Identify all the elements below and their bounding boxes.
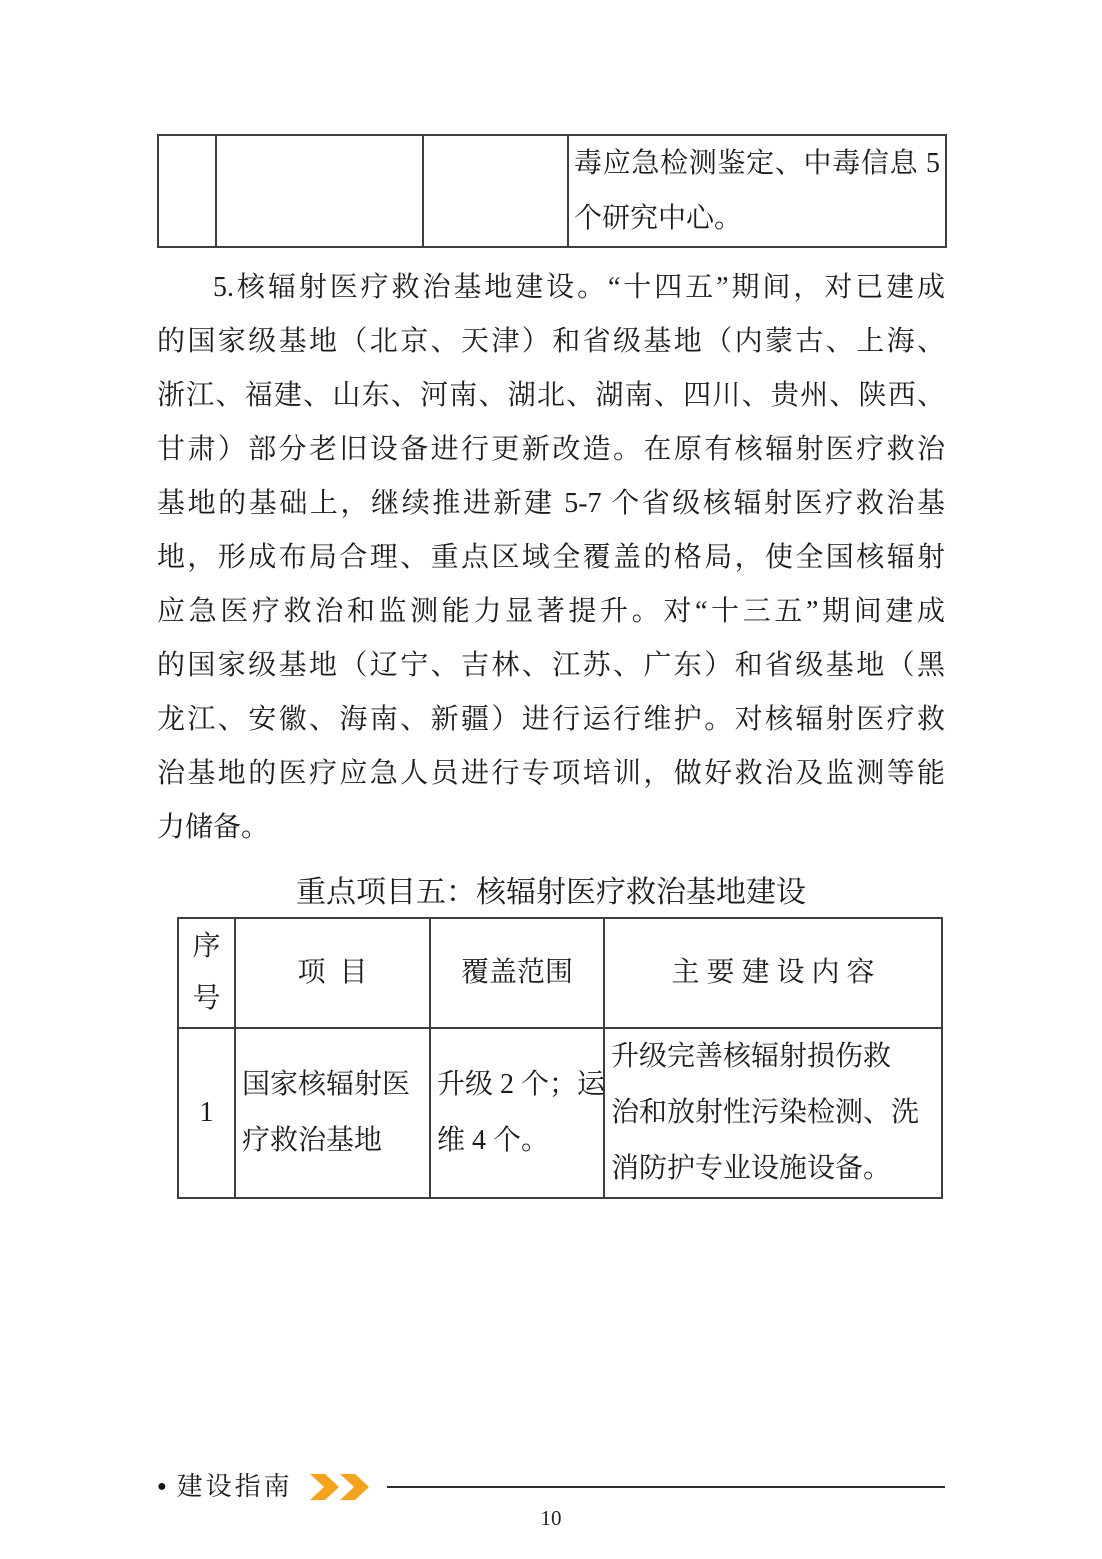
page-footer (157, 1470, 945, 1504)
page-number: 10 (540, 1506, 562, 1530)
column-header-content: 主要建设内容 (604, 918, 942, 1028)
column-header-coverage: 覆盖范围 (430, 918, 604, 1028)
column-header-index: 序号 (178, 918, 235, 1028)
table-cell-content (604, 1028, 942, 1198)
paragraph-line: 的国家级基地（辽宁、吉林、江苏、广东）和省级基地（黑 (157, 650, 945, 681)
paragraph-line: 浙江、福建、山东、河南、湖北、湖南、四川、贵州、陕西、 (157, 380, 945, 411)
table-header-row (178, 918, 942, 1028)
footer-divider-line (387, 1486, 945, 1488)
paragraph-line: 甘肃）部分老旧设备进行更新改造。在原有核辐射医疗救治 (157, 434, 945, 465)
paragraph-line: 治基地的医疗应急人员进行专项培训，做好救治及监测等能 (157, 758, 945, 789)
paragraph-line: 地，形成布局合理、重点区域全覆盖的格局，使全国核辐射 (157, 542, 945, 573)
cell-text-line: 消防护专业设施设备。 (611, 1153, 892, 1184)
continuation-table (157, 134, 947, 248)
cell-text-line: 升级完善核辐射损伤救 (611, 1041, 892, 1072)
cell-text-line: 升级 2 个；运 (437, 1069, 606, 1100)
cell-text-line: 疗救治基地 (242, 1125, 383, 1156)
cell-text-line: 个研究中心。 (574, 203, 743, 234)
paragraph-line: 力储备。 (157, 812, 270, 843)
table-cell-coverage (430, 1028, 604, 1198)
cell-text-line: 治和放射性污染检测、洗 (611, 1097, 920, 1128)
key-project-table-title: 重点项目五：核辐射医疗救治基地建设 (296, 876, 806, 909)
cell-text-line: 国家核辐射医 (242, 1069, 411, 1100)
table-cell-index: 1 (178, 1028, 235, 1198)
paragraph-line: 的国家级基地（北京、天津）和省级基地（内蒙古、上海、 (157, 326, 945, 357)
column-header-project: 项目 (235, 918, 430, 1028)
table-cell-empty-index (158, 135, 216, 247)
table-row (178, 1028, 942, 1198)
bullet-icon: ● (157, 1478, 167, 1495)
paragraph-line: 基地的基础上，继续推进新建 5-7 个省级核辐射医疗救治基 (157, 488, 945, 519)
section-5-paragraph (157, 261, 945, 855)
table-cell-project (235, 1028, 430, 1198)
double-chevron-icon (307, 1473, 375, 1501)
key-project-table (177, 917, 943, 1199)
paragraph-line: 龙江、安徽、海南、新疆）进行运行维护。对核辐射医疗救 (157, 704, 945, 735)
table-cell-empty-project (216, 135, 423, 247)
paragraph-line: 5.核辐射医疗救治基地建设。“十四五”期间，对已建成 (213, 272, 945, 303)
footer-label: 建设指南 (176, 1472, 293, 1501)
table-row (158, 135, 946, 247)
cell-text-line: 维 4 个。 (437, 1125, 550, 1156)
table-cell-content (568, 135, 946, 247)
cell-text-line: 毒应急检测鉴定、中毒信息 5 (574, 148, 940, 179)
table-cell-empty-coverage (423, 135, 568, 247)
paragraph-line: 应急医疗救治和监测能力显著提升。对“十三五”期间建成 (157, 596, 945, 627)
